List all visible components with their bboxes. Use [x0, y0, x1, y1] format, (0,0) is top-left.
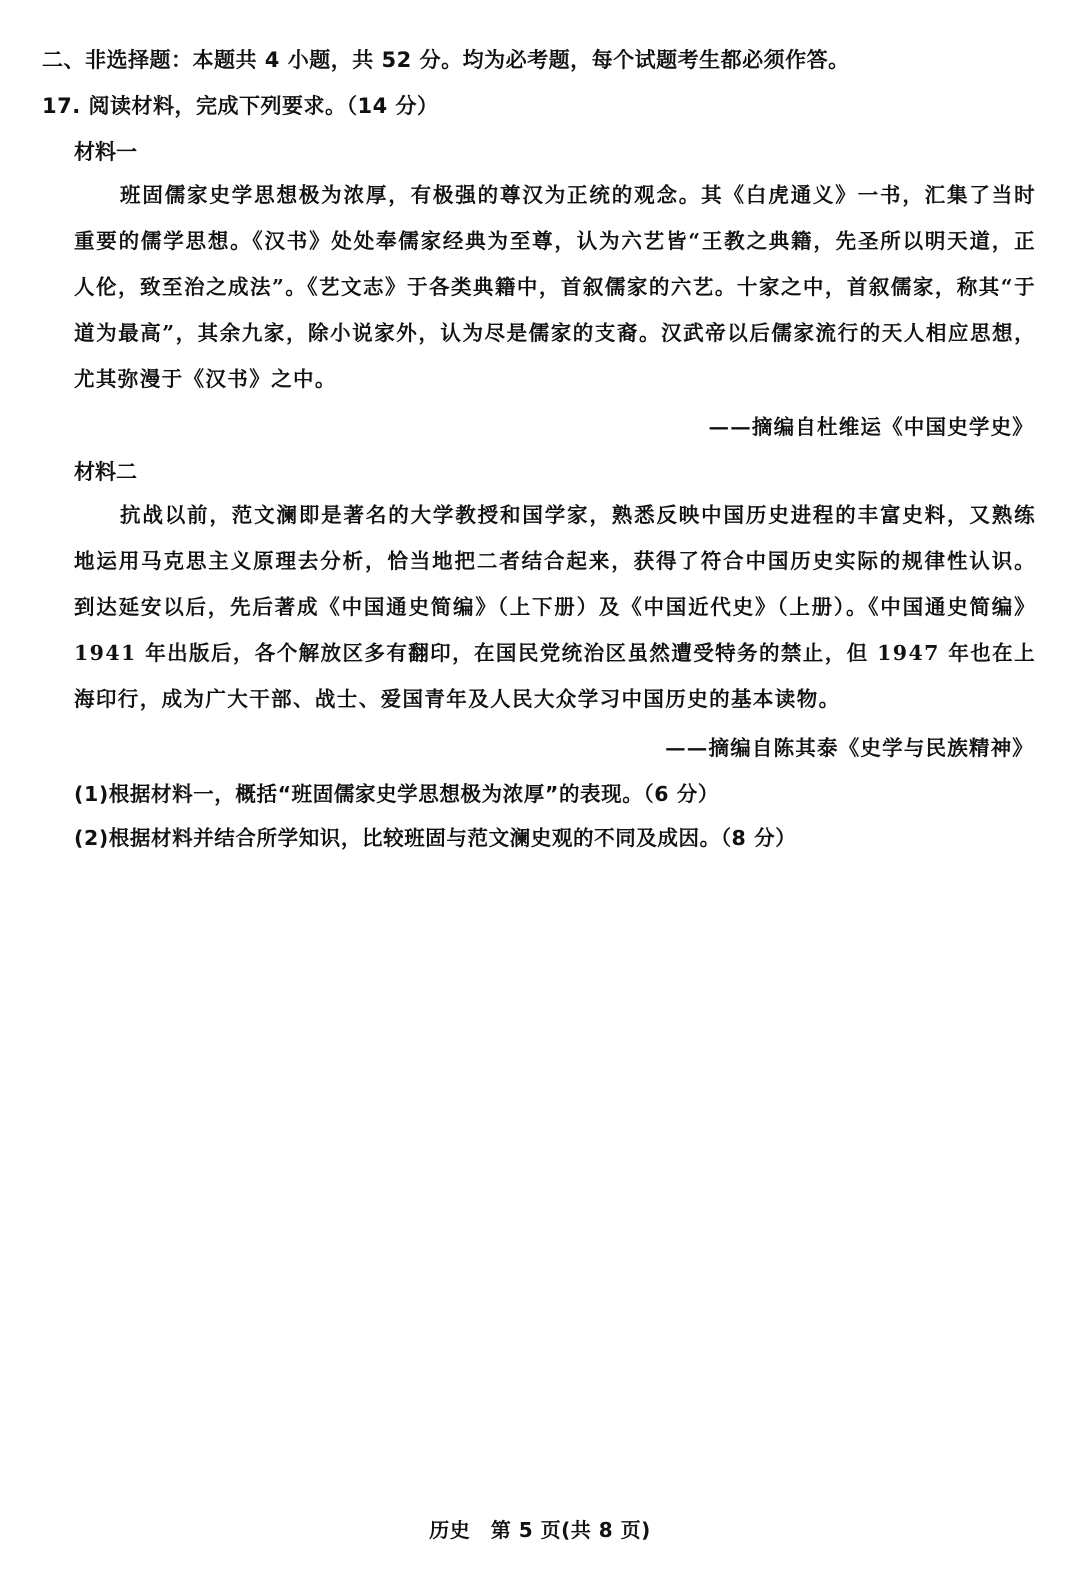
material-label-1: 材料一: [74, 140, 137, 164]
sub-question-1: (1)根据材料一，概括“班固儒家史学思想极为浓厚”的表现。（6 分）: [74, 782, 719, 806]
material-text-1: 班固儒家史学思想极为浓厚，有极强的尊汉为正统的观念。其《白虎通义》一书，汇集了当时重要的儒学思想。《汉书》处处奉儒家经典为至尊，认为六艺皆“王教之典籍，先圣所以明天道，正人伦，致至治之成法”。《艺文志》于各类典籍中，首叙儒家的六艺。十家之中，首叙儒家，称其“于道为最高”，其余九家，除小说家外，认为尽是儒家的支裔。汉武帝以后儒家流行的天人相应思想，尤其弥漫于《汉书》之中。: [74, 183, 1036, 391]
material-source-1: ——摘编自杜维运《中国史学史》: [708, 415, 1034, 439]
material-label-2: 材料二: [74, 460, 137, 484]
page-footer: 历史 第 5 页(共 8 页): [429, 1518, 651, 1542]
material-source-2: ——摘编自陈其泰《史学与民族精神》: [665, 736, 1034, 760]
section-header: 二、非选择题：本题共 4 小题，共 52 分。均为必考题，每个试题考生都必须作答。: [42, 48, 850, 72]
sub-question-2: (2)根据材料并结合所学知识，比较班固与范文澜史观的不同及成因。（8 分）: [74, 826, 797, 850]
question-title: 17. 阅读材料，完成下列要求。（14 分）: [42, 94, 439, 118]
material-text-2: 抗战以前，范文澜即是著名的大学教授和国学家，熟悉反映中国历史进程的丰富史料，又熟练地运用马克思主义原理去分析，恰当地把二者结合起来，获得了符合中国历史实际的规律性认识。到达延安以后，先后著成《中国通史简编》（上下册）及《中国近代史》（上册）。《中国通史简编》1941 年出版后，各个解放区多有翻印，在国民党统治区虽然遭受特务的禁止，但 1947 年也在上海印行，成为广大干部、战士、爱国青年及人民大众学习中国历史的基本读物。: [74, 503, 1036, 711]
